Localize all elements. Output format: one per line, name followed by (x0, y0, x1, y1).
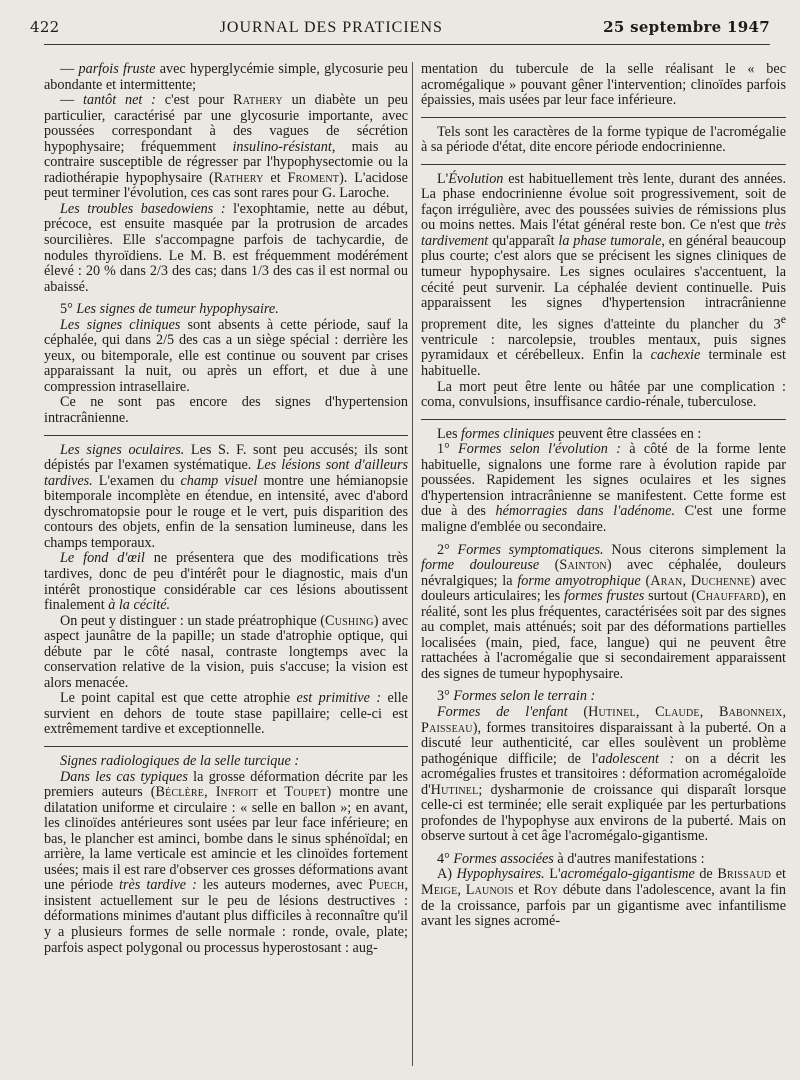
paragraph: Les troubles basedowiens : l'exophtamie, nette au début, précoce, est ensuite masquée par la protrusion de arcades sourcilières. Elle s'accompagne parfois de tachycardie, de nodules thyroïdiens. Le M. B. est fréquemment modérément élevé : 20 % dans 2/3 des cas; dans 1/3 des cas il est normal ou abaissé. (44, 200, 409, 295)
page-number: 422 (30, 18, 60, 36)
running-header (30, 18, 770, 40)
paragraph: Le point capital est que cette atrophie est primitive : elle survient en dehors de toute stase papillaire; celle-ci est extrêmement tardive et exceptionnelle. (44, 690, 408, 738)
paragraph: On peut y distinguer : un stade préatrophique (Cushing) avec aspect jaunâtre de la papille; un stade d'atrophie optique, qui débute par le côté nasal, contraste longtemps avec la conservation relative de la vision, puis s'accuse; la vision est alors menacée. (44, 612, 408, 691)
paragraph: Les signes oculaires. Les S. F. sont peu accusés; ils sont dépistés par l'examen systématique. Les lésions sont d'ailleurs tardives. L'examen du champ visuel montre une hémianopsie bitemporale incomplète en étendue, en intensité, avec d'abord dyschromatopsie pour le rouge et le vert, puis disparition des contours des objets, enfin de la sensation lumineuse, dans les champs temporaux. (44, 441, 408, 551)
paragraph: 5° Les signes de tumeur hypophysaire. (60, 301, 279, 318)
header-rule (44, 44, 770, 45)
section-divider (421, 419, 786, 420)
issue-date: 25 septembre 1947 (603, 18, 770, 36)
paragraph: 4° Formes associées à d'autres manifestations : (437, 850, 705, 867)
paragraph: 1° Formes selon l'évolution : à côté de la forme lente habituelle, signalons une forme rare à évolution rapide par poussées. Rapidement les signes oculaires et les signes d'hypertension intracrânienne se manifestent. Cette forme est due à des hémorragies dans l'adénome. C'est une forme maligne d'emblée ou secondaire. (421, 441, 786, 535)
paragraph: La mort peut être lente ou hâtée par une complication : coma, convulsions, insuffisance cardio-rénale, tuberculose. (421, 378, 786, 411)
paragraph: A) Hypophysaires. L'acromégalo-gigantisme de Brissaud et Meige, Launois et Roy débute dans l'adolescence, avant la fin de la croissance, parfois par un gigantisme avec infantilisme avant les signes acromé- (421, 866, 786, 930)
section-divider (44, 746, 408, 747)
section-divider (44, 435, 408, 436)
column-separator (412, 62, 413, 1066)
paragraph: 3° Formes selon le terrain : (437, 688, 596, 705)
right-column (421, 62, 786, 930)
paragraph: Dans les cas typiques la grosse déformation décrite par les premiers auteurs (Béclère, Infroit et Toupet) montre une dilatation uniforme et circulaire : « selle en ballon »; en avant, les clinoïdes antérieures sont usées par leur face inférieure; en bas, le plancher est aminci, bombe dans le sinus sphénoïdal; en arrière, la lame verticale est amincie et les clinoïdes fortement usées; mais il est rare d'observer ces grosses déformations avant une période très tardive : les auteurs modernes, avec Puech, insistent actuellement sur le peu de lésions destructives : déformations minimes d'autant plus difficiles à reconnaître qu'il y a plusieurs formes de selle normale : ronde, ovale, plate; parfois aspect polygonal ou processus hyperostosant : aug- (44, 768, 408, 956)
paragraph: mentation du tubercule de la selle réalisant le « bec acromégalique » pouvant gêner l'intervention; clinoïdes parfois épaissies, mais usées par leur face inférieure. (421, 61, 786, 109)
left-column (44, 62, 408, 956)
paragraph: 2° Formes symptomatiques. Nous citerons simplement la forme douloureuse (Sainton) avec céphalée, douleurs névralgiques; la forme amyotrophique (Aran, Duchenne) avec douleurs articulaires; les formes frustes surtout (Chauffard), en réalité, sont les plus fréquentes, caractérisées soit par des signes au complet, mais atténués; soit par des déformations partielles localisées (main, pied, face, langue) qui ne peuvent être rattachées à l'acromégalie que si secondairement apparaissent des signes de tumeur hypophysaire. (421, 541, 787, 682)
paragraph: Tels sont les caractères de la forme typique de l'acromégalie à sa période d'état, dite encore période endocrinienne. (421, 123, 786, 156)
paragraph: Formes de l'enfant (Hutinel, Claude, Babonneix, Paisseau), formes transitoires disparaissant à la puberté. On a discuté leur authenticité, car elles soulèvent un problème pathogénique difficile; de l'adolescent : on a décrit les acromégalies frustes et transitoires : déformation acromégaloïde d'Hutinel; dysharmonie de croissance qui disparaît lorsque celle-ci est terminée; elle serait expliquée par les perturbations profondes de l'hypophyse aux environs de la puberté. Mais on observe surtout à cet âge l'acromégalo-gigantisme. (421, 703, 786, 845)
paragraph: — tantôt net : c'est pour Rathery un diabète un peu particulier, caractérisé par une glycosurie importante, avec poussées correspondant à des vagues de sécrétion hypophysaire; fréquemment insulino-résistant, mais au contraire susceptible de régresser par l'hypophysectomie ou la radiothérapie hypophysaire (Rathery et Froment). L'acidose peut terminer l'évolution, ces cas sont rares pour G. Laroche. (44, 92, 409, 202)
section-divider (421, 117, 786, 118)
section-divider (421, 164, 786, 165)
paragraph: Les signes cliniques sont absents à cette période, sauf la céphalée, qui dans 2/5 des cas a un siège spécial : derrière les yeux, ou bitemporale, elle est continue ou souvent par crises apparaissant la nuit, ou après un effort, et due à une compression intrasellaire. (44, 316, 408, 395)
paragraph: Signes radiologiques de la selle turcique : (60, 752, 300, 769)
journal-title: JOURNAL DES PRATICIENS (219, 19, 443, 36)
paragraph: — parfois fruste avec hyperglycémie simple, glycosurie peu abondante et intermittente; (44, 61, 408, 93)
paragraph: Ce ne sont pas encore des signes d'hypertension intracrânienne. (44, 394, 408, 427)
paragraph: L'Évolution est habituellement très lente, durant des années. La phase endocrinienne évolue soit progressivement, soit de façon irrégulière, avec des poussées suivies de rémissions plus ou moins nettes. Mais l'état général reste bon. Ce n'est que très tardivement qu'apparaît la phase tumorale, en général beaucoup plus courte; c'est alors que se précisent les signes cliniques de tumeur hypophysaire. Les signes oculaires s'accentuent, la cécité peut survenir. La céphalée devient continuelle. Puis apparaissent les signes d'hypertension intracrânienne proprement dite, les signes d'atteinte du plancher du 3e ventricule : narcolepsie, troubles mentaux, puis signes pyramidaux et cérébelleux. Enfin la cachexie terminale est habituelle. (421, 170, 786, 380)
paragraph: Les formes cliniques peuvent être classées en : (437, 425, 702, 442)
paragraph: Le fond d'œil ne présentera que des modifications très tardives, donc de peu d'intérêt pour le diagnostic, mais d'un intérêt pronostique considérable car ces lésions aboutissent finalement à la cécité. (44, 550, 409, 614)
